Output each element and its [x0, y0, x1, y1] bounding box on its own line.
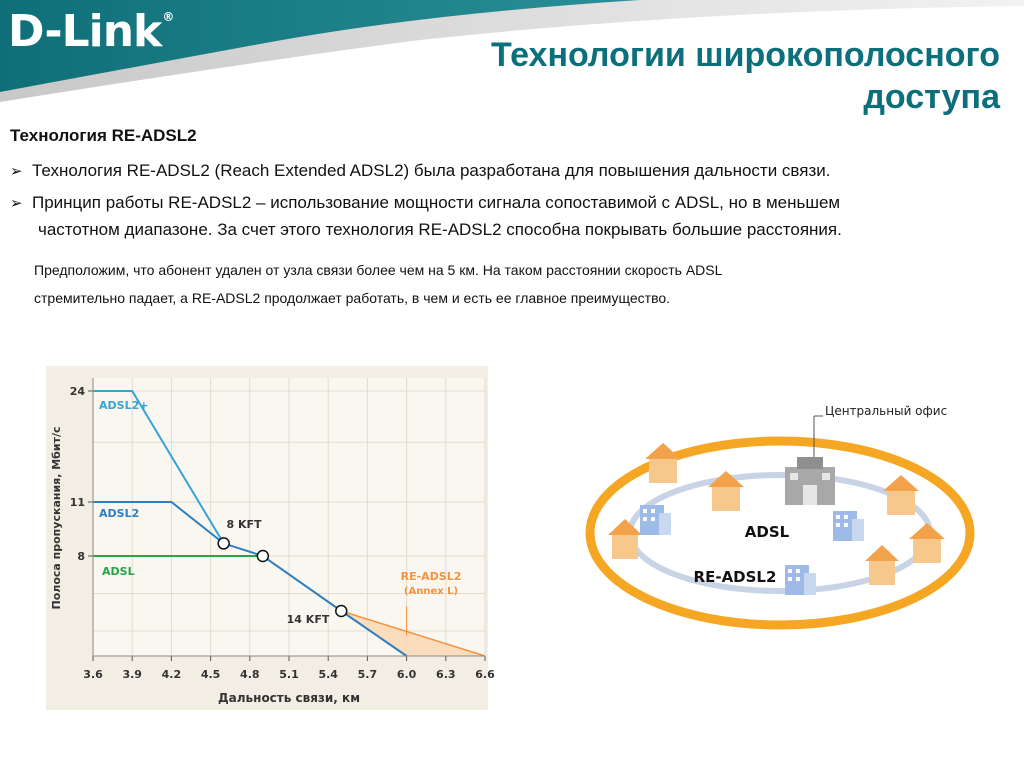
x-tick-label: 5.4: [318, 668, 338, 681]
note-line-1: Предположим, что абонент удален от узла связи более чем на 5 км. На таком расстоянии скорость ADSL: [34, 262, 723, 278]
series-label-adsl2plus: ADSL2+: [99, 399, 149, 412]
x-tick-label: 6.3: [436, 668, 456, 681]
bandwidth-distance-chart: [46, 366, 495, 710]
bullet-2: ➢ Принцип работы RE-ADSL2 – использование мощности сигнала сопоставимой с ADSL, но в меньшем: [10, 187, 840, 220]
intersection-marker: [257, 551, 268, 562]
bullet-arrow-icon: ➢: [10, 195, 23, 212]
series-sublabel-re-adsl2: (Annex L): [403, 586, 459, 597]
x-tick-label: 3.6: [83, 668, 103, 681]
note-line-2: стремительно падает, а RE-ADSL2 продолжает работать, в чем и есть ее главное преимущество.: [34, 290, 671, 306]
x-axis-label: Дальность связи, км: [217, 691, 361, 705]
house-icon: [645, 443, 681, 483]
y-tick-label: 8: [77, 550, 85, 563]
series-label-adsl2: ADSL2: [99, 507, 140, 520]
x-tick-label: 4.8: [240, 668, 260, 681]
y-tick-label: 11: [69, 496, 85, 509]
x-tick-label: 6.0: [396, 668, 417, 681]
chart-svg: [46, 366, 495, 710]
annotation-8kft: 8 KFT: [226, 518, 262, 531]
network-svg: [585, 395, 985, 635]
intersection-marker: [218, 538, 229, 549]
bullet-arrow-icon: ➢: [10, 163, 23, 180]
bullet-2-continuation: частотном диапазоне. За счет этого технология RE-ADSL2 способна покрывать большие расстояния.: [38, 220, 842, 239]
y-tick-label: 24: [69, 385, 85, 398]
network-diagram: [585, 395, 985, 635]
x-tick-label: 4.5: [200, 668, 221, 681]
series-label-adsl: ADSL: [102, 565, 135, 578]
y-axis-label: Полоса пропускания, Мбит/с: [50, 426, 63, 610]
dlink-logo: D-Link®: [8, 6, 174, 57]
adsl-zone-label: ADSL: [744, 523, 790, 541]
page-title: Технологии широкополосного доступа: [491, 36, 1000, 116]
x-tick-label: 5.1: [279, 668, 299, 681]
intersection-marker: [336, 606, 347, 617]
x-tick-label: 3.9: [122, 668, 142, 681]
bullet-1: ➢ Технология RE-ADSL2 (Reach Extended ADSL2) была разработана для повышения дальности связи.: [10, 155, 830, 188]
x-tick-label: 6.6: [475, 668, 495, 681]
x-tick-label: 5.7: [357, 668, 378, 681]
section-subtitle: Технология RE-ADSL2: [10, 126, 197, 145]
series-label-re-adsl2: RE-ADSL2: [400, 570, 462, 583]
x-tick-label: 4.2: [161, 668, 182, 681]
header-banner: [0, 0, 1024, 115]
re-adsl2-zone-label: RE-ADSL2: [693, 568, 777, 586]
central-office-label: Центральный офис: [825, 404, 948, 418]
annotation-14kft: 14 KFT: [286, 613, 330, 626]
